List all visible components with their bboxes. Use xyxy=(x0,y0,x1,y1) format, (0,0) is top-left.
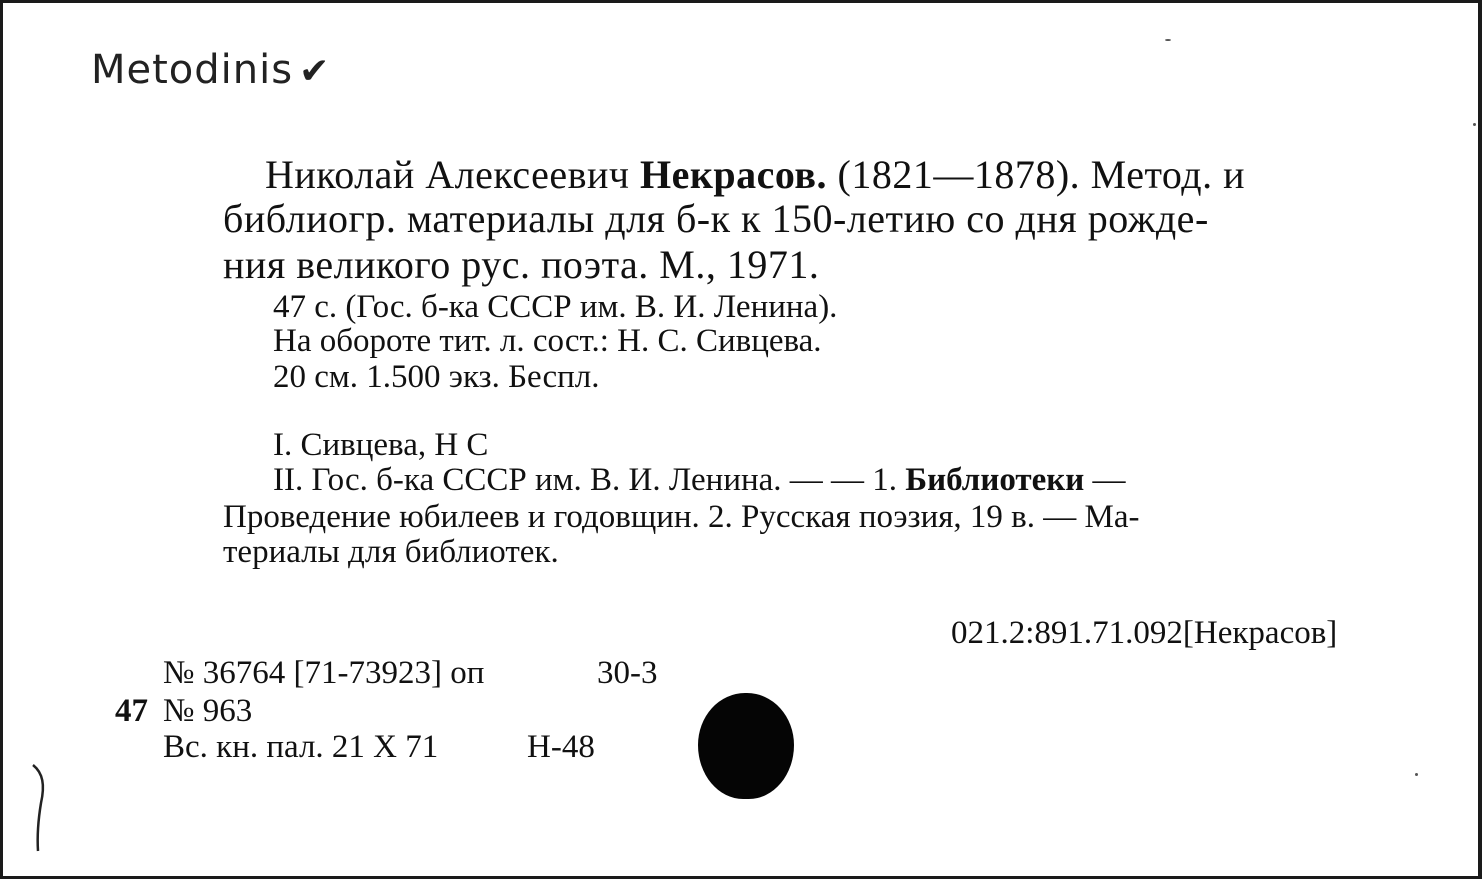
book-chamber-line: Вс. кн. пал. 21 X 71 xyxy=(163,729,439,765)
registry-number: № 36764 [71-73923] оп xyxy=(163,655,485,691)
tracing-line-2-start: II. Гос. б-ка СССР им. В. И. Ленина. — — 1. xyxy=(273,462,906,498)
handwritten-note-text: Metodinis xyxy=(91,47,294,93)
registry-code: 30-3 xyxy=(597,655,658,691)
title-line-1 xyxy=(265,152,1246,197)
speck xyxy=(1473,123,1476,126)
compiler-line: На обороте тит. л. сост.: Н. С. Сивцева. xyxy=(273,323,822,359)
registry-issue: № 963 xyxy=(163,693,253,729)
handwritten-note xyxy=(91,47,330,93)
author-given-name: Николай Алексеевич xyxy=(265,152,630,197)
pages-line: 47 с. (Гос. б-ка СССР им. В. И. Ленина). xyxy=(273,289,838,325)
author-surname: Некрасов. xyxy=(640,152,828,197)
title-line-3: ния великого рус. поэта. М., 1971. xyxy=(223,242,820,287)
title-line-2: библиогр. материалы для б-к к 150-летию со дня рожде- xyxy=(223,196,1209,241)
tracing-line-4: териалы для библиотек. xyxy=(223,534,559,570)
classification-number: 021.2:891.71.092[Некрасов] xyxy=(951,615,1338,651)
tracing-line-2 xyxy=(273,464,1126,497)
format-line: 20 см. 1.500 экз. Беспл. xyxy=(273,359,600,395)
pencil-mark-icon xyxy=(29,763,49,853)
tracing-line-3: Проведение юбилеев и годовщин. 2. Русская поэзия, 19 в. — Ма- xyxy=(223,499,1140,535)
speck xyxy=(1415,773,1418,776)
tracing-line-1: I. Сивцева, Н С xyxy=(273,427,489,463)
subject-heading: Библиотеки xyxy=(905,462,1085,498)
author-index: Н-48 xyxy=(527,729,595,765)
speck xyxy=(1165,39,1171,41)
title-text-start: (1821—1878). Метод. и xyxy=(837,152,1246,197)
punch-hole xyxy=(698,693,794,799)
registry-prefix: 47 xyxy=(115,693,148,729)
tracing-line-2-end: — xyxy=(1084,462,1126,498)
check-mark-icon: ✔ xyxy=(299,51,331,92)
